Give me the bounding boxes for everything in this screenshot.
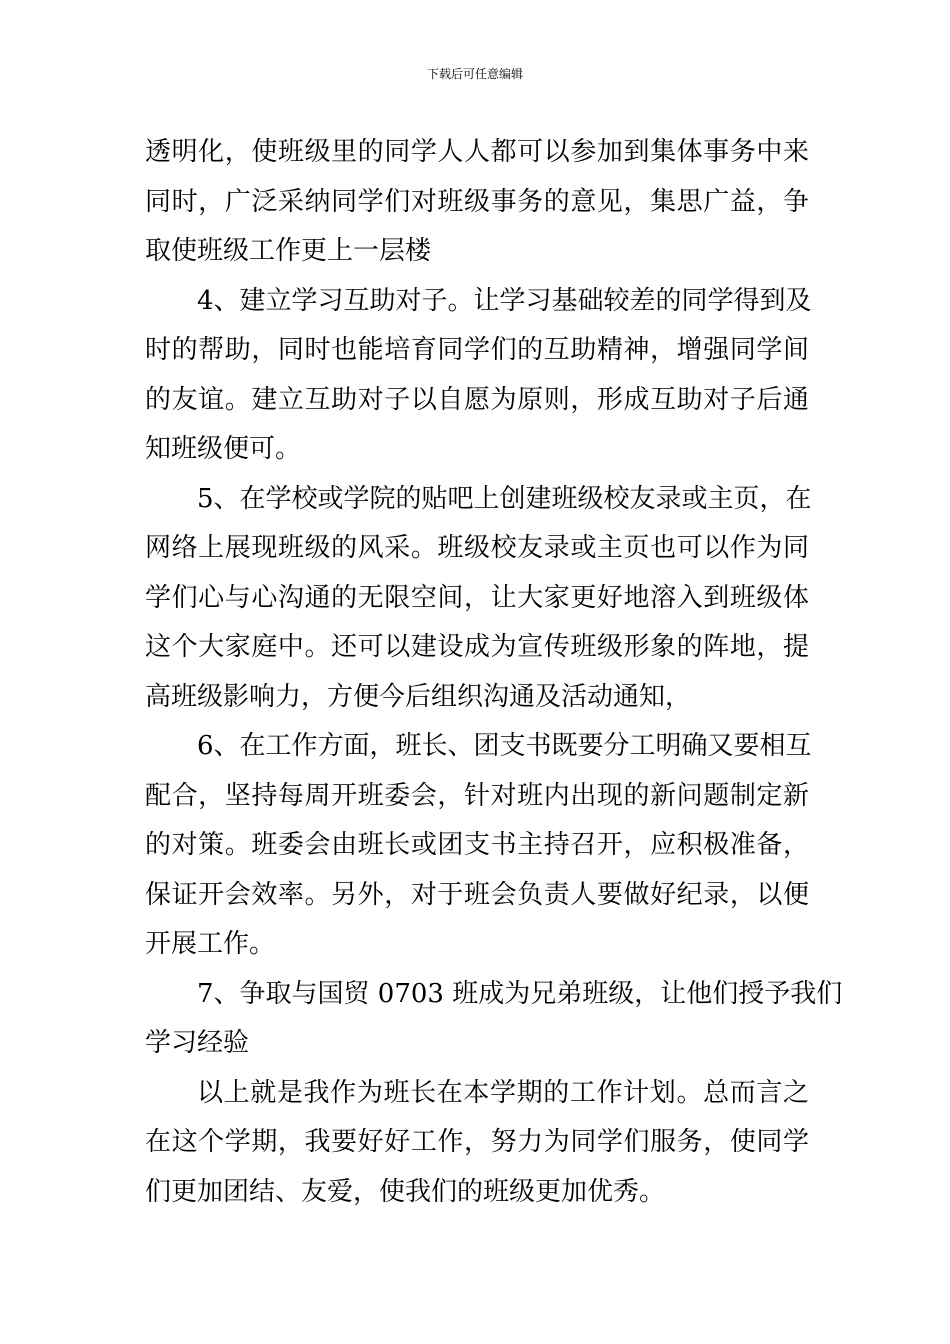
text-line: 取使班级工作更上一层楼 (145, 236, 432, 266)
document-body (145, 128, 843, 1217)
text-line: 网络上展现班级的风采。班级校友录或主页也可以作为同 (145, 533, 809, 563)
text-line: 高班级影响力，方便今后组织沟通及活动通知， (145, 681, 692, 712)
text-line: 透明化，使班级里的同学人人都可以参加到集体事务中来 (145, 137, 809, 167)
text-line: 保证开会效率。另外，对于班会负责人要做好纪录，以便 (145, 879, 809, 910)
text-line: 6、在工作方面，班长、团支书既要分工明确又要相互 (197, 731, 812, 761)
text-line: 的对策。班委会由班长或团支书主持召开，应积极准备， (145, 830, 809, 860)
text-line: 5、在学校或学院的贴吧上创建班级校友录或主页，在 (197, 483, 812, 514)
text-line: 知班级便可。 (145, 434, 302, 464)
text-line: 在这个学期，我要好好工作，努力为同学们服务，使同学 (145, 1127, 809, 1157)
text-line: 配合，坚持每周开班委会，针对班内出现的新问题制定新 (145, 780, 809, 811)
text-line: 的友谊。建立互助对子以自愿为原则，形成互助对子后通 (145, 384, 809, 415)
text-line: 7、争取与国贸 0703 班成为兄弟班级，让他们授予我们 (197, 978, 843, 1009)
text-line: 学们心与心沟通的无限空间，让大家更好地溶入到班级体 (145, 582, 809, 613)
text-line: 时的帮助，同时也能培育同学们的互助精神，增强同学间 (145, 335, 809, 365)
page-header: 下载后可任意编辑 (426, 67, 523, 81)
text-line: 开展工作。 (145, 929, 276, 959)
text-line: 们更加团结、友爱，使我们的班级更加优秀。 (145, 1176, 666, 1207)
text-line: 这个大家庭中。还可以建设成为宣传班级形象的阵地，提 (145, 632, 809, 662)
text-line: 4、建立学习互助对子。让学习基础较差的同学得到及 (197, 285, 812, 316)
text-line: 同时，广泛采纳同学们对班级事务的意见，集思广益，争 (145, 186, 809, 217)
text-line: 学习经验 (145, 1028, 250, 1058)
text-line: 以上就是我作为班长在本学期的工作计划。总而言之 (197, 1077, 809, 1108)
